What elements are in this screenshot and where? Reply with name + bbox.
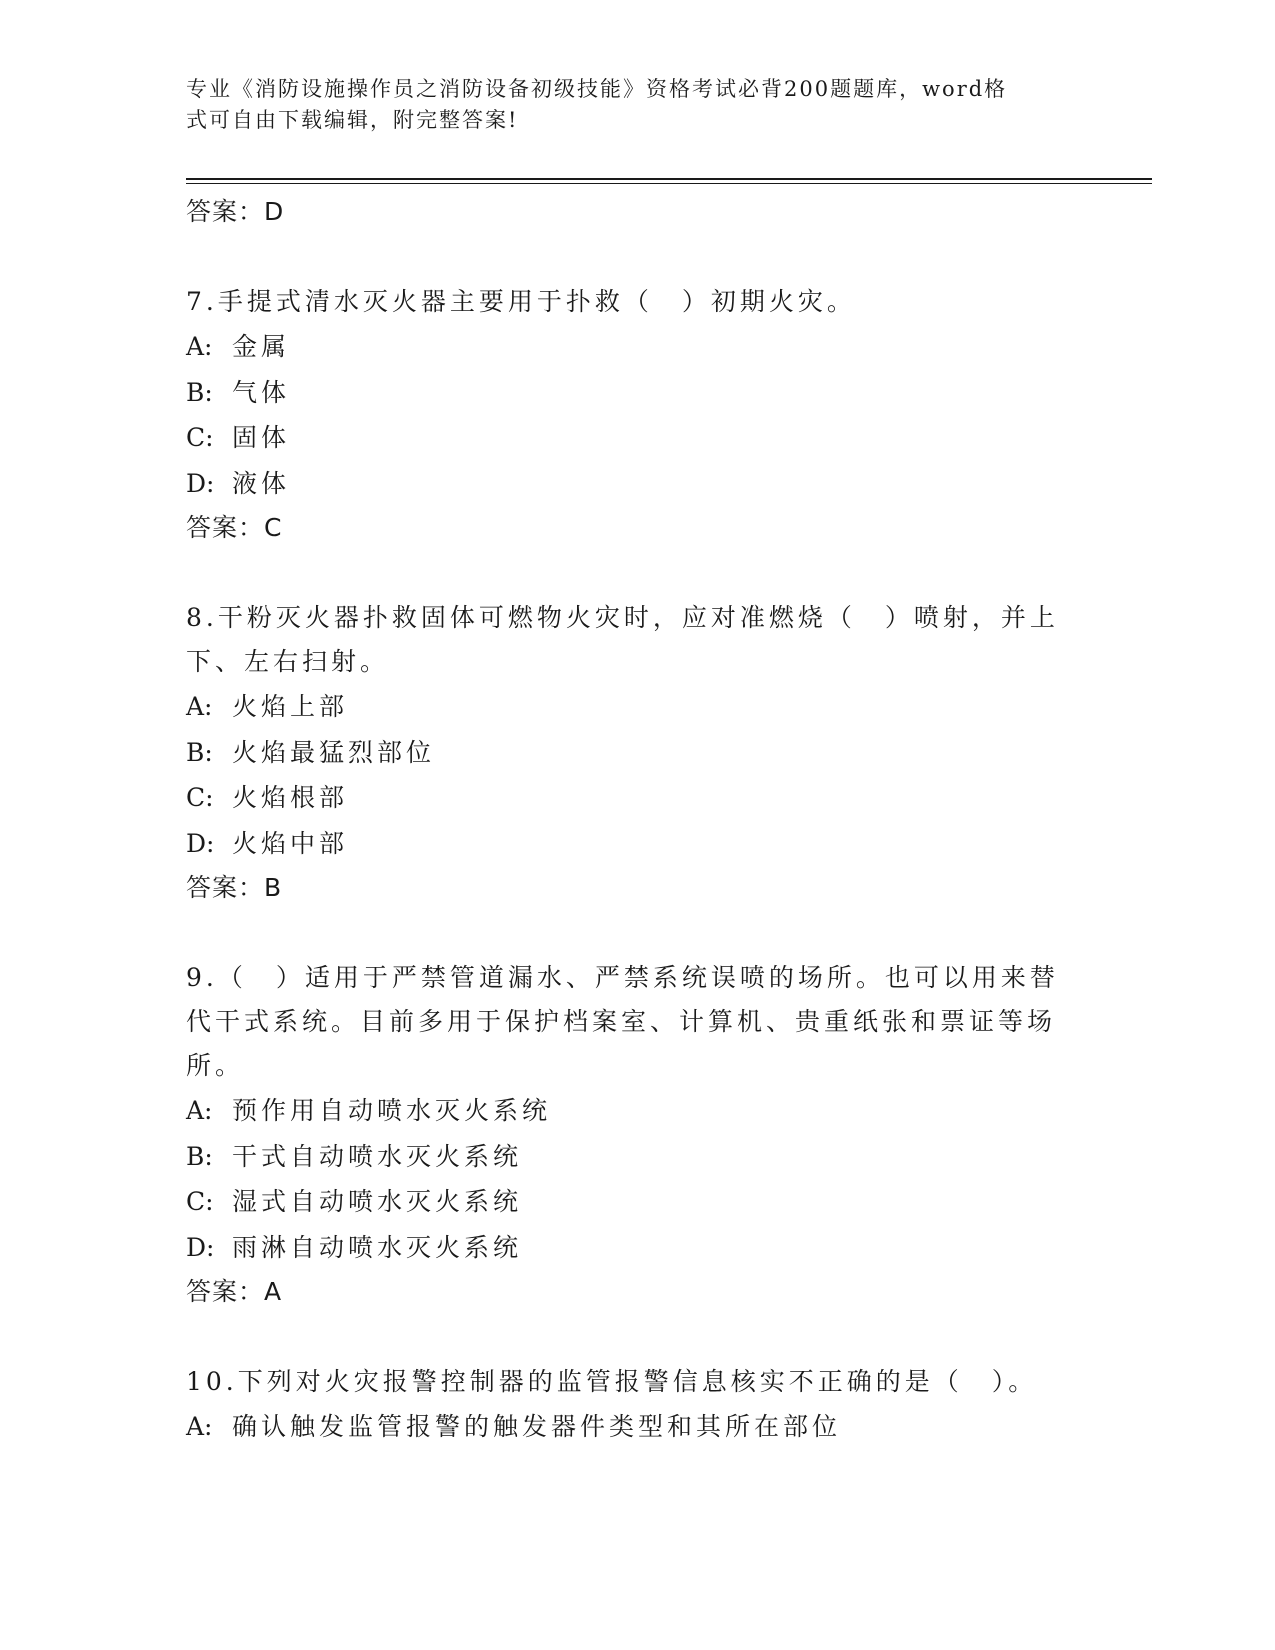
header-divider-thin (186, 183, 1152, 184)
option-a (186, 1088, 1066, 1134)
option-text: 火焰根部 (232, 783, 349, 812)
option-b (186, 730, 1066, 776)
option-text: 确认触发监管报警的触发器件类型和其所在部位 (232, 1412, 842, 1441)
option-c (186, 415, 1066, 461)
option-text: 气体 (232, 377, 291, 407)
header-line-2: 式可自由下载编辑，附完整答案! (186, 108, 519, 132)
option-key: C: (186, 783, 214, 812)
option-key: B: (186, 377, 213, 407)
option-key: C: (186, 1187, 214, 1216)
option-c (186, 1179, 1066, 1225)
option-text: 火焰最猛烈部位 (232, 737, 436, 767)
question-7 (186, 280, 1066, 550)
option-a (186, 1404, 1066, 1450)
document-header (186, 74, 1066, 136)
option-text: 预作用自动喷水灭火系统 (232, 1096, 552, 1125)
option-text: 固体 (232, 423, 291, 452)
option-key: A: (186, 1412, 213, 1441)
option-text: 干式自动喷水灭火系统 (232, 1141, 523, 1171)
option-key: B: (186, 737, 213, 767)
question-stem: 10.下列对火灾报警控制器的监管报警信息核实不正确的是（ ）。 (186, 1367, 1038, 1396)
answer-line: 答案：A (186, 1277, 283, 1306)
option-text: 火焰中部 (232, 828, 349, 858)
option-d (186, 1225, 1066, 1271)
header-line-1: 专业《消防设施操作员之消防设备初级技能》资格考试必背200题题库，word格 (186, 77, 1008, 101)
option-key: D: (186, 468, 215, 498)
option-key: D: (186, 1232, 215, 1262)
answer-line: 答案：D (186, 197, 285, 226)
option-key: A: (186, 692, 213, 721)
question-stem: 9.（ ）适用于严禁管道漏水、严禁系统误喷的场所。也可以用来替代干式系统。目前多用于保护档案室、计算机、贵重纸张和票证等场所。 (186, 963, 1059, 1080)
option-key: B: (186, 1141, 213, 1171)
option-text: 湿式自动喷水灭火系统 (232, 1187, 523, 1216)
option-b (186, 1134, 1066, 1180)
header-divider-thick (186, 178, 1152, 180)
option-a (186, 324, 1066, 370)
option-d (186, 461, 1066, 507)
option-text: 雨淋自动喷水灭火系统 (232, 1232, 523, 1262)
option-b (186, 370, 1066, 416)
question-8 (186, 596, 1066, 910)
option-text: 液体 (232, 468, 291, 498)
question-10 (186, 1360, 1066, 1450)
option-d (186, 821, 1066, 867)
option-c (186, 775, 1066, 821)
option-key: D: (186, 828, 215, 858)
answer-line: 答案：C (186, 513, 283, 542)
option-key: A: (186, 332, 213, 361)
option-text: 火焰上部 (232, 692, 349, 721)
answer-line: 答案：B (186, 873, 283, 902)
question-stem: 7.手提式清水灭火器主要用于扑救（ ）初期火灾。 (186, 287, 856, 316)
option-key: C: (186, 423, 214, 452)
option-text: 金属 (232, 332, 291, 361)
option-a (186, 684, 1066, 730)
question-list (186, 190, 1066, 1450)
question-9 (186, 956, 1066, 1314)
option-key: A: (186, 1096, 213, 1125)
question-stem: 8.干粉灭火器扑救固体可燃物火灾时，应对准燃烧（ ）喷射，并上下、左右扫射。 (186, 603, 1059, 676)
